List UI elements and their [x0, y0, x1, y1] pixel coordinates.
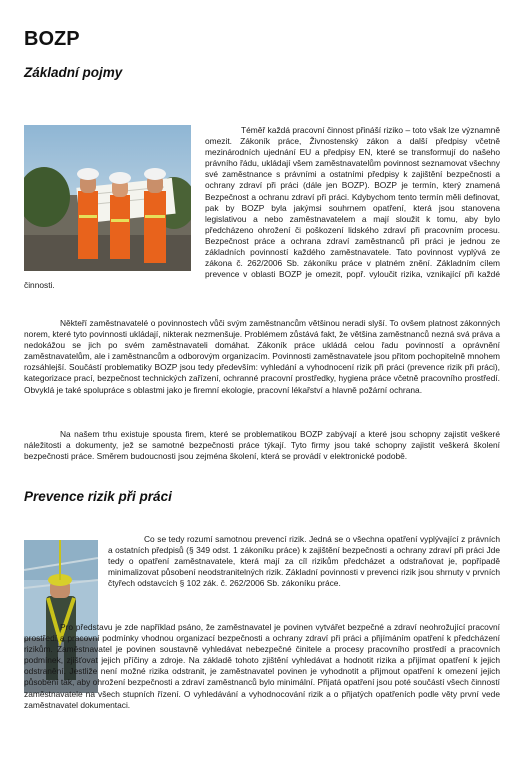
paragraph-employer-duties: Pro představu je zde například psáno, že zaměstnavatel je povinen vytvářet bezpečné a zdraví neohrožující pracovní prostředí a pracovní podmínky vhodnou organizací bezpečnosti a ochrany zdraví při práci a přijímáním opatření k předcházení rizikům. Zaměstnavatel je povinen soustavně vyhledávat nebezpečné činitele a procesy pracovního prostředí a pracovních podmínek, zjišťovat jejich příčiny a zdroje. Na základě tohoto zjištění vyhledávat a hodnotit rizika a přijímat opatření k jejich odstranění. Jestliže není možné rizika odstranit, je zaměstnavatel povinen je vyhodnotit a přijmout opatření k omezení jejich působení tak, aby ohrožení bezpečnosti a zdraví zaměstnanců bylo minimální. Přijatá opatření jsou poté součástí všech činností zaměstnavatele na všech stupních řízení. O vyhledávání a vyhodnocování rizik a o přijatých opatřeních podle věty první vede zaměstnavatel dokumentaci. — [24, 622, 500, 710]
paragraph-intro — [24, 125, 500, 291]
workers-helmets-photo — [24, 125, 191, 271]
paragraph-companies: Na našem trhu existuje spousta firem, které se problematikou BOZP zabývají a které jsou schopny zajistit veškeré náležitosti a dokumenty, jež se samotné bezpečnosti práce týkají. Tyto firmy jsou také schopny zajistit veškerá školení bezpečnosti práce. Směrem budoucnosti jsou zejména školení, která se provádí v elektronické podobě. — [24, 429, 500, 462]
paragraph-obligations: Někteří zaměstnavatelé o povinnostech vůči svým zaměstnancům většinou neradi slyší. To ovšem platnost zákonných norem, které tyto povinnosti ukládají, nikterak nezmenšuje. Problémem zůstává fakt, že většina zaměstnanců nezná svá práva a nedokážou se jich po svém zaměstnavateli domáhat. Zákoník práce ukládá celou řadu povinností a oprávnění zaměstnavatelům, ale i zaměstnancům a odborovým organizacím. Povinnosti zaměstnavatele jsou přitom pochopitelně mnohem rozsáhlejší. Součástí problematiky BOZP jsou tedy především: vyhledání a vyhodnocení rizik při práci (prevence rizik při práci), kategorizace prací, bezpečnost technických zařízení, ochranné pracovní prostředky, hygiena práce včetně pracovního prostředí. Obvyklá je také spolupráce s oblastmi jako je firemní ekologie, pracovní lékařství a hlavně požární ochrana. — [24, 318, 500, 395]
paragraph-4-text: Co se tedy rozumí samotnou prevencí rizik. Jedná se o všechna opatření vyplývající z právních a ostatních předpisů (§ 349 odst. 1 zákoníku práce) k zajištění bezpečnosti a ochrany zdraví při práci Jde tedy o opatření zaměstnavatele, která mají za cíl rizikům předcházet a odstraňovat je, popřípadě minimalizovat působení neodstranitelných rizik. Základní povinnosti v prevenci rizik jsou shrnuty v prvních čtyřech odstavcích § 102 zák. č. 262/2006 Sb. zákoníku práce. — [108, 534, 500, 589]
section-heading-basic-terms: Základní pojmy — [24, 65, 123, 80]
section-heading-risk-prevention: Prevence rizik při práci — [24, 489, 172, 504]
paragraph-1-text: Téměř každá pracovní činnost přináší riziko – toto však lze významně omezit. Zákoník práce, Živnostenský zákon a další předpisy včetně mezinárodních ujednání EU a předpisy EN, které se transformují do našeho právního řádu, ukládají všem zaměstnavatelům povinnost seznamovat všechny své zaměstnance s právními a ostatními předpisy k zajištění bezpečnosti a ochrany zdraví při práci (dále jen BOZP). BOZP je termín, který znamená Bezpečnost a ochranu zdraví při práci. Kdybychom tento termín měli definovat, pak by BOZP byla jakýmsi souhrnem opatření, která jsou stanovena legislativou a nebo zaměstnavatelem a mají sloužit k tomu, aby bylo předcházeno ohrožení či poškození lidského zdraví při pracovním procesu. Bezpečnost práce a ochrana zdraví zaměstnanců při práci je jednou ze základních povinností každého zaměstnavatele. Tato povinnost vyplývá ze zákona č. 262/2006 Sb. zákoníku práce v platném znění. Základním cílem prevence v oblasti BOZP je omezit, popř. vyloučit rizika, vznikající při každé činnosti. — [24, 125, 500, 291]
page-title: BOZP — [24, 28, 80, 50]
